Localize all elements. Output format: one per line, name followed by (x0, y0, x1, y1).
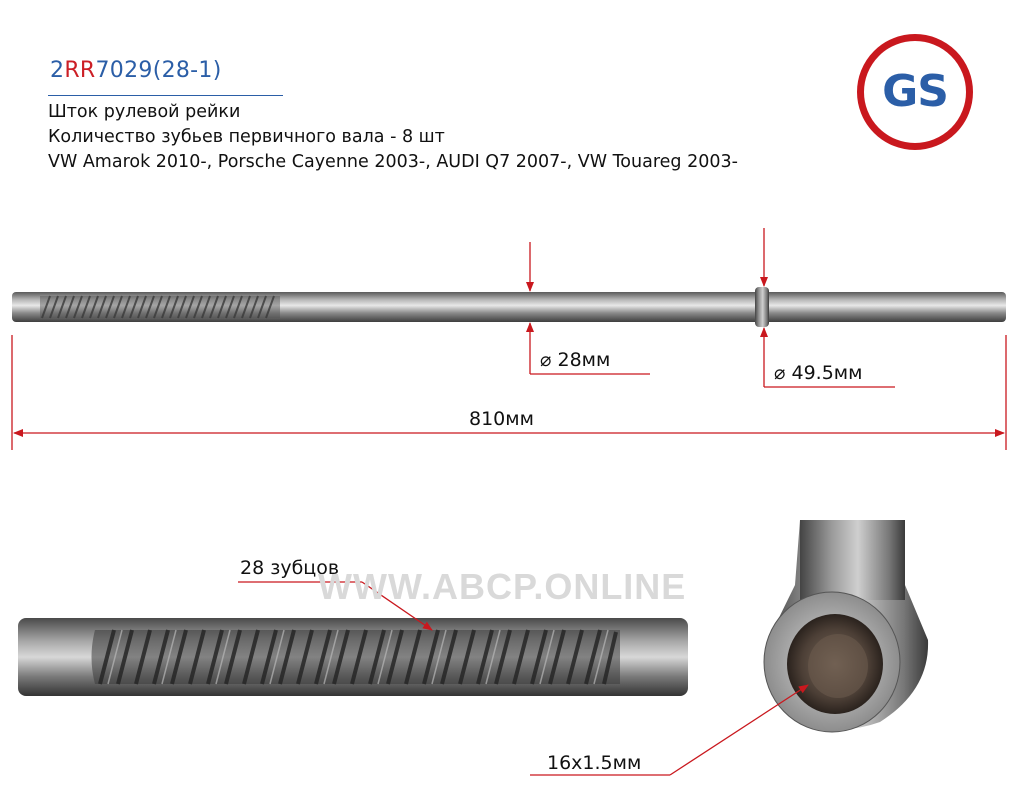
product-name: Шток рулевой рейки (48, 102, 241, 122)
length-arrow (12, 335, 1006, 450)
applicability: VW Amarok 2010-, Porsche Cayenne 2003-, AUDI Q7 2007-, VW Touareg 2003- (48, 152, 738, 172)
rod-end-view (764, 520, 928, 732)
full-rod (12, 287, 1006, 327)
thread-label: 16x1.5мм (547, 752, 642, 774)
diameter-28-label: ⌀ 28мм (540, 349, 611, 371)
teeth-count: Количество зубьев первичного вала - 8 шт (48, 127, 445, 147)
rack-closeup (18, 618, 688, 696)
part-number: 2RR7029(28-1) (50, 58, 222, 83)
gs-logo-text: GS (882, 66, 948, 117)
teeth-label: 28 зубцов (240, 557, 340, 579)
length-label: 810мм (469, 408, 534, 430)
watermark: WWW.ABCP.ONLINE (318, 566, 687, 607)
diameter-49-label: ⌀ 49.5мм (774, 362, 863, 384)
